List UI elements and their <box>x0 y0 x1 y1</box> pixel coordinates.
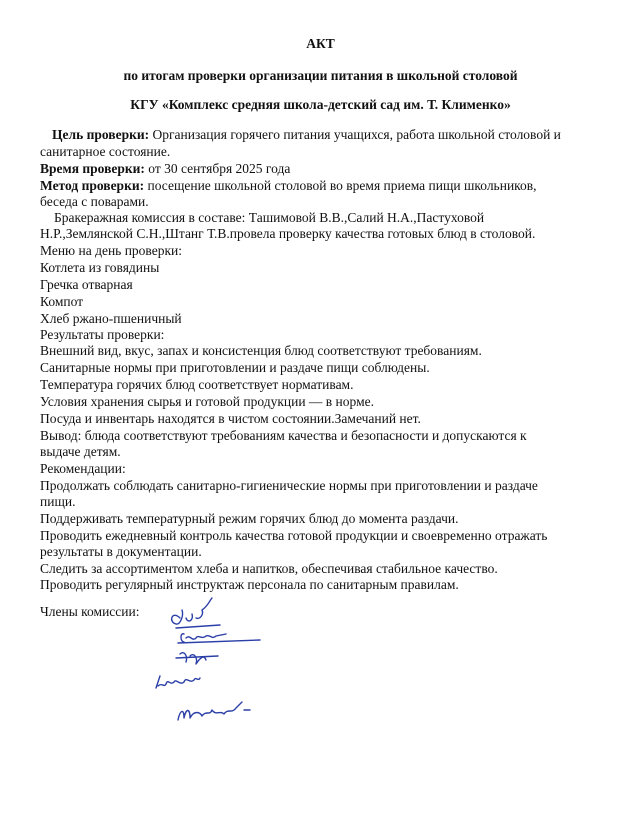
document-title: АКТ <box>306 36 335 51</box>
method-text: посещение школьной столовой во время приема пищи школьников, <box>144 178 537 193</box>
signature-stroke <box>180 653 206 664</box>
method-line <box>40 178 615 194</box>
goal-label: Цель проверки: <box>52 127 150 142</box>
signature-stroke <box>178 640 260 643</box>
result-item: Санитарные нормы при приготовлении и раздаче пищи соблюдены. <box>40 360 430 375</box>
recommendation-item-cont: пищи. <box>40 494 76 509</box>
recommendation-item: Проводить ежедневный контроль качества готовой продукции и своевременно отражать <box>40 528 548 543</box>
goal-text-cont: санитарное состояние. <box>40 144 171 159</box>
time-label: Время проверки: <box>40 161 145 176</box>
signature-stroke <box>176 625 220 628</box>
signature-stroke <box>178 702 250 720</box>
commission-members-label: Члены комиссии: <box>40 604 140 619</box>
goal-text: Организация горячего питания учащихся, работа школьной столовой и <box>149 127 561 142</box>
commission-signatures <box>150 596 290 726</box>
menu-heading: Меню на день проверки: <box>40 243 183 258</box>
menu-item: Котлета из говядины <box>40 260 160 275</box>
conclusion-line-2: выдаче детям. <box>40 444 121 459</box>
conclusion-line-1: Вывод: блюда соответствуют требованиям качества и безопасности и допускаются к <box>40 428 527 443</box>
result-item: Температура горячих блюд соответствует нормативам. <box>40 377 354 392</box>
commission-line-1: Бракеражная комиссия в составе: Ташимовой В.В.,Салий Н.А.,Пастуховой <box>54 210 485 225</box>
method-label: Метод проверки: <box>40 178 145 193</box>
time-text: от 30 сентября 2025 года <box>144 161 291 176</box>
signature-stroke <box>176 656 218 658</box>
signature-stroke <box>172 598 212 624</box>
menu-item: Гречка отварная <box>40 277 133 292</box>
document-subtitle: по итогам проверки организации питания в школьной столовой <box>123 68 518 83</box>
result-item: Посуда и инвентарь находятся в чистом состоянии.Замечаний нет. <box>40 411 421 426</box>
recommendation-item: Продолжать соблюдать санитарно-гигиенические нормы при приготовлении и раздаче <box>40 478 538 493</box>
method-text-cont: беседа с поварами. <box>40 194 149 209</box>
recommendations-heading: Рекомендации: <box>40 461 126 476</box>
school-name: КГУ «Комплекс средняя школа-детский сад им. Т. Клименко» <box>130 97 511 112</box>
signature-stroke <box>156 676 200 688</box>
time-line <box>40 161 615 177</box>
recommendation-item-cont: результаты в документации. <box>40 544 202 559</box>
results-heading: Результаты проверки: <box>40 327 165 342</box>
recommendation-item: Поддерживать температурный режим горячих блюд до момента раздачи. <box>40 511 459 526</box>
menu-item: Хлеб ржано-пшеничный <box>40 311 182 326</box>
menu-item: Компот <box>40 294 84 309</box>
result-item: Внешний вид, вкус, запах и консистенция блюд соответствуют требованиям. <box>40 343 482 358</box>
commission-line-2: Н.Р.,Землянской С.Н.,Штанг Т.В.провела проверку качества готовых блюд в столовой. <box>40 226 536 241</box>
result-item: Условия хранения сырья и готовой продукции — в норме. <box>40 394 374 409</box>
goal-line <box>52 127 627 143</box>
signature-stroke <box>181 634 226 642</box>
recommendation-item: Следить за ассортиментом хлеба и напитков, обеспечивая стабильное качество. <box>40 561 498 576</box>
recommendation-item: Проводить регулярный инструктаж персонала по санитарным правилам. <box>40 577 459 592</box>
